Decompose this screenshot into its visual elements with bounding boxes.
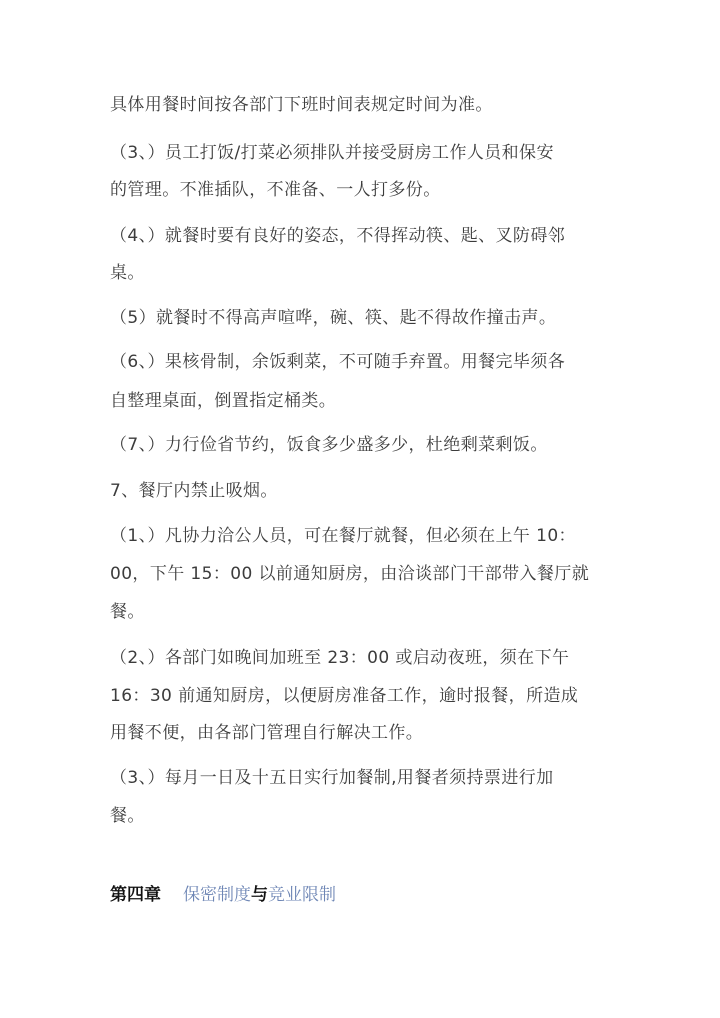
chapter-title-part2: 竞业限制 [268, 885, 336, 905]
text-line-17: （3、）每月一日及十五日实行加餐制,用餐者须持票进行加 [110, 768, 554, 788]
chapter-title-part1: 保密制度 [183, 885, 251, 905]
text-line-4: （4、）就餐时要有良好的姿态，不得挥动筷、匙、叉防碍邻 [110, 226, 566, 246]
text-line-3: 的管理。不准插队，不准备、一人打多份。 [110, 180, 441, 200]
text-line-7: （6、）果核骨制，余饭剩菜，不可随手弃置。用餐完毕须各 [110, 352, 566, 372]
text-line-11: （1、）凡协力洽公人员，可在餐厅就餐，但必须在上午 10： [110, 526, 576, 546]
chapter-title-conj: 与 [251, 885, 268, 905]
text-line-15: 16：30 前通知厨房，以便厨房准备工作，逾时报餐，所造成 [110, 686, 579, 706]
text-line-1: 具体用餐时间按各部门下班时间表规定时间为准。 [110, 95, 493, 115]
chapter-number: 第四章 [110, 885, 161, 905]
text-line-10: 7、餐厅内禁止吸烟。 [110, 481, 278, 501]
text-line-16: 用餐不便，由各部门管理自行解决工作。 [110, 723, 424, 743]
text-line-14: （2、）各部门如晚间加班至 23：00 或启动夜班，须在下午 [110, 648, 570, 668]
text-line-12: 00，下午 15：00 以前通知厨房，由洽谈部门干部带入餐厅就 [110, 564, 590, 584]
text-line-8: 自整理桌面，倒置指定桶类。 [110, 391, 337, 411]
text-line-5: 桌。 [110, 263, 145, 283]
text-line-6: （5）就餐时不得高声喧哗，碗、筷、匙不得故作撞击声。 [110, 308, 557, 328]
text-line-2: （3、）员工打饭/打菜必须排队并接受厨房工作人员和保安 [110, 143, 554, 163]
text-line-18: 餐。 [110, 806, 145, 826]
text-line-13: 餐。 [110, 602, 145, 622]
chapter-heading [110, 880, 336, 910]
text-line-9: （7、）力行俭省节约，饭食多少盛多少，杜绝剩菜剩饭。 [110, 435, 548, 455]
